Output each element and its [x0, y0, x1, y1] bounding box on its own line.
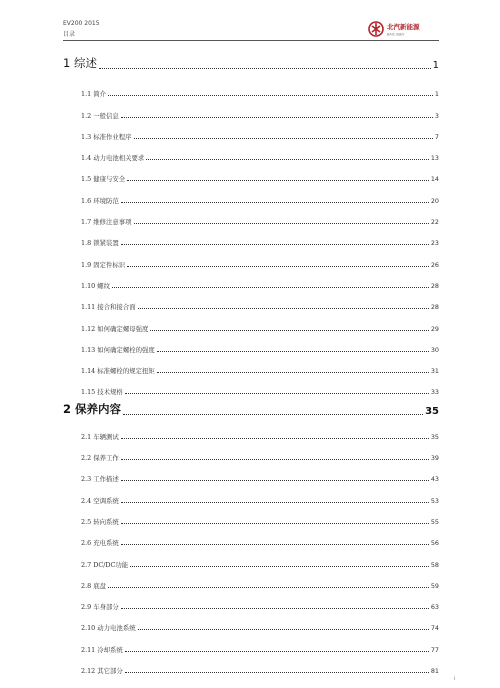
toc-item-page: 29: [430, 324, 439, 333]
toc-item-label: 2.10 动力电池系统: [81, 624, 136, 633]
toc-item-label: 1.6 环境防范: [81, 196, 119, 205]
toc-item-label: 1.8 锁紧装置: [81, 239, 119, 248]
dot-leader: [134, 138, 433, 139]
page-footer-mark: I: [454, 676, 456, 681]
toc-item-page: 14: [430, 175, 439, 184]
dot-leader: [121, 202, 429, 203]
dot-leader: [121, 480, 429, 481]
chapter-title: 2 保养内容: [63, 402, 122, 417]
toc-item-label: 1.15 技术规格: [81, 388, 123, 397]
toc-item-label: 1.11 接合和接合面: [81, 303, 136, 312]
toc-item-page: 7: [434, 132, 439, 141]
dot-leader: [121, 438, 429, 439]
toc-item[interactable]: [63, 375, 439, 396]
dot-leader: [157, 372, 429, 373]
toc-item[interactable]: [63, 162, 439, 183]
header-divider: [63, 40, 439, 41]
header-model: EV200 2015: [63, 20, 100, 27]
svg-text:BAIC BJEV: BAIC BJEV: [387, 32, 405, 37]
dot-leader: [150, 330, 428, 331]
toc-item[interactable]: [63, 205, 439, 226]
dot-leader: [121, 117, 433, 118]
dot-leader: [121, 459, 429, 460]
toc-item-label: 1.2 一般信息: [81, 111, 119, 120]
dot-leader: [138, 629, 429, 630]
svg-text:北汽新能源: 北汽新能源: [387, 23, 420, 31]
toc-item[interactable]: [63, 526, 439, 547]
dot-leader: [112, 287, 429, 288]
toc-item-label: 1.4 动力电池相关要求: [81, 154, 145, 163]
toc-item-page: 39: [430, 454, 439, 463]
toc-item-page: 28: [430, 303, 439, 312]
toc-item-page: 33: [430, 388, 439, 397]
toc-item[interactable]: [63, 98, 439, 119]
chapter-page: 35: [425, 406, 439, 418]
dot-leader: [125, 672, 429, 673]
toc-item-label: 2.2 保养工作: [81, 454, 119, 463]
dot-leader: [127, 180, 429, 181]
toc-item-page: 53: [430, 496, 439, 505]
toc-item[interactable]: [63, 611, 439, 632]
toc-item-page: 35: [430, 432, 439, 441]
dot-leader: [130, 566, 429, 567]
toc-item-page: 31: [430, 367, 439, 376]
header-section: 目录: [63, 31, 76, 38]
toc-chapter-2[interactable]: [63, 398, 439, 417]
toc-item[interactable]: [63, 290, 439, 311]
toc-item-page: 43: [430, 475, 439, 484]
toc-item-page: 26: [430, 260, 439, 269]
toc-item[interactable]: [63, 632, 439, 653]
dot-leader: [127, 266, 429, 267]
toc-item[interactable]: [63, 269, 439, 290]
toc-item-label: 1.1 简介: [81, 90, 106, 99]
page-header: [63, 20, 439, 40]
toc-item-label: 1.9 固定件标识: [81, 260, 126, 269]
toc-item-page: 77: [430, 645, 439, 654]
dot-leader: [121, 523, 429, 524]
toc-item-label: 2.8 底盘: [81, 581, 106, 590]
toc-item-label: 1.13 如何确定螺栓的强度: [81, 345, 155, 354]
toc-item-page: 63: [430, 603, 439, 612]
toc-item-page: 55: [430, 517, 439, 526]
toc-item-page: 30: [430, 345, 439, 354]
toc-item-page: 23: [430, 239, 439, 248]
table-of-contents: [63, 52, 439, 675]
dot-leader: [134, 223, 429, 224]
toc-item-label: 2.12 其它部分: [81, 667, 123, 676]
dot-leader: [108, 95, 433, 96]
toc-item-page: 28: [430, 281, 439, 290]
toc-item[interactable]: [63, 441, 439, 462]
toc-item-page: 74: [430, 624, 439, 633]
toc-item-label: 2.3 工作描述: [81, 475, 119, 484]
toc-item[interactable]: [63, 226, 439, 247]
chapter-page: 1: [432, 60, 439, 71]
toc-item[interactable]: [63, 483, 439, 504]
toc-item[interactable]: [63, 654, 439, 675]
dot-leader: [157, 351, 429, 352]
toc-item[interactable]: [63, 183, 439, 204]
toc-item-page: 13: [430, 154, 439, 163]
toc-item-label: 1.10 螺纹: [81, 281, 111, 290]
dot-leader: [125, 651, 429, 652]
toc-item[interactable]: [63, 120, 439, 141]
toc-item-label: 1.14 标准螺栓的规定扭矩: [81, 367, 155, 376]
toc-item[interactable]: [63, 354, 439, 375]
toc-item-label: 2.1 车辆测试: [81, 432, 119, 441]
dot-leader: [99, 68, 431, 69]
toc-item-page: 22: [430, 218, 439, 227]
toc-item[interactable]: [63, 462, 439, 483]
toc-item-label: 2.9 车身部分: [81, 603, 119, 612]
toc-chapter-1[interactable]: [63, 52, 439, 71]
toc-item-label: 2.6 充电系统: [81, 539, 119, 548]
toc-item-page: 81: [430, 667, 439, 676]
toc-item-page: 3: [434, 111, 439, 120]
toc-item-page: 59: [430, 581, 439, 590]
baic-logo-icon: [367, 20, 439, 38]
toc-item[interactable]: [63, 141, 439, 162]
dot-leader: [121, 544, 429, 545]
toc-item[interactable]: [63, 569, 439, 590]
toc-item-page: 56: [430, 539, 439, 548]
chapter-title: 1 综述: [63, 56, 97, 70]
toc-item[interactable]: [63, 505, 439, 526]
toc-item-label: 1.7 维修注意事项: [81, 218, 132, 227]
toc-item-page: 20: [430, 196, 439, 205]
toc-item[interactable]: [63, 333, 439, 354]
toc-item[interactable]: [63, 419, 439, 440]
toc-item[interactable]: [63, 547, 439, 568]
toc-item-label: 1.12 如何确定螺母强度: [81, 324, 149, 333]
dot-leader: [125, 393, 429, 394]
dot-leader: [121, 244, 429, 245]
toc-item-label: 2.7 DC/DC功能: [81, 560, 129, 569]
toc-item-label: 2.11 冷却系统: [81, 645, 123, 654]
toc-item-page: 1: [434, 90, 439, 99]
dot-leader: [108, 587, 429, 588]
toc-item-label: 1.3 标准作业程序: [81, 132, 132, 141]
toc-item-page: 58: [430, 560, 439, 569]
toc-item[interactable]: [63, 77, 439, 98]
toc-item-label: 2.5 转向系统: [81, 517, 119, 526]
toc-item-label: 1.5 健康与安全: [81, 175, 126, 184]
toc-item-label: 2.4 空调系统: [81, 496, 119, 505]
dot-leader: [123, 414, 423, 415]
toc-item[interactable]: [63, 247, 439, 268]
dot-leader: [138, 308, 429, 309]
dot-leader: [121, 608, 429, 609]
dot-leader: [146, 159, 429, 160]
dot-leader: [121, 502, 429, 503]
toc-item[interactable]: [63, 311, 439, 332]
toc-item[interactable]: [63, 590, 439, 611]
